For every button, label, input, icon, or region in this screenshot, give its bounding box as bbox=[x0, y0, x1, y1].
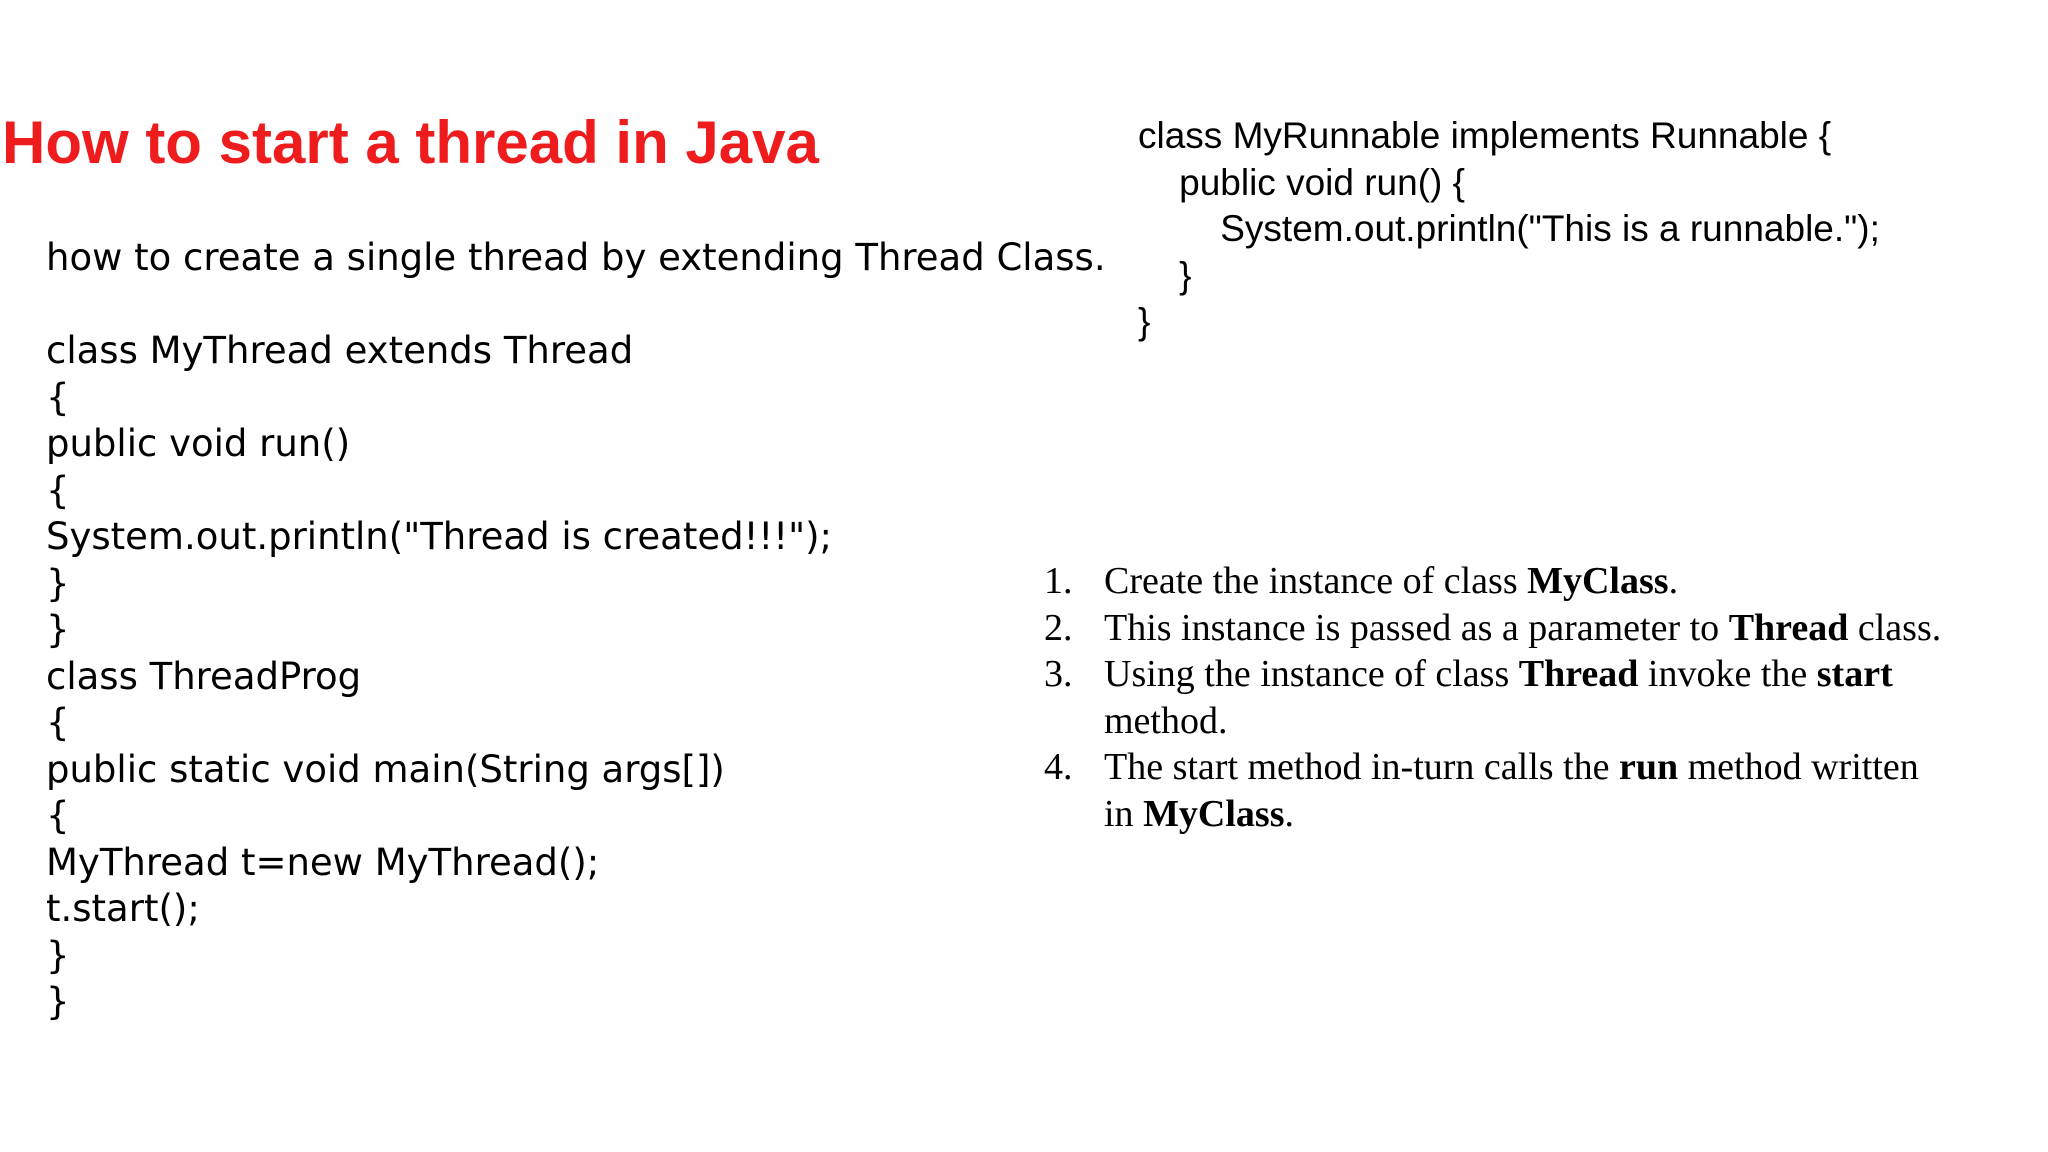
code-line: t.start(); bbox=[46, 887, 200, 930]
step-text-line bbox=[1104, 605, 1941, 652]
step-text-line bbox=[1104, 698, 1941, 745]
step-item bbox=[1044, 744, 1941, 837]
code-line: class MyRunnable implements Runnable { bbox=[1138, 115, 1832, 156]
step-item bbox=[1044, 558, 1941, 605]
code-line: } bbox=[46, 933, 70, 977]
intro-text: how to create a single thread by extending Thread Class. bbox=[46, 236, 1106, 279]
code-line: class MyThread extends Thread bbox=[46, 329, 634, 372]
code-line: public void run() bbox=[46, 422, 351, 465]
step-text-line bbox=[1104, 791, 1941, 838]
step-text: in bbox=[1104, 792, 1144, 835]
blank-line bbox=[46, 282, 1106, 329]
step-keyword: start bbox=[1816, 653, 1893, 695]
step-number: 1. bbox=[1044, 560, 1073, 602]
step-text-line bbox=[1104, 651, 1941, 698]
step-text: This instance is passed as a parameter to bbox=[1104, 606, 1729, 649]
code-line: public static void main(String args[]) bbox=[46, 747, 725, 791]
code-line: { bbox=[46, 375, 70, 419]
step-number: 2. bbox=[1044, 606, 1073, 649]
step-item bbox=[1044, 651, 1941, 744]
code-line: { bbox=[46, 468, 70, 512]
step-keyword: Thread bbox=[1728, 606, 1849, 649]
thread-code-listing bbox=[46, 328, 1106, 1026]
step-text: Create the instance of class bbox=[1104, 560, 1528, 602]
step-text-line bbox=[1104, 744, 1941, 791]
step-number: 3. bbox=[1044, 653, 1073, 695]
code-line: } bbox=[1138, 301, 1151, 342]
step-item bbox=[1044, 605, 1941, 652]
step-keyword: MyClass bbox=[1143, 792, 1285, 835]
slide-title: How to start a thread in Java bbox=[2, 109, 819, 176]
step-text: invoke the bbox=[1638, 653, 1817, 695]
code-line: } bbox=[46, 561, 70, 605]
steps-list bbox=[1044, 558, 1941, 837]
code-line: public void run() { bbox=[1138, 161, 1465, 203]
thread-example-block bbox=[46, 235, 1106, 1026]
step-text: class. bbox=[1848, 606, 1942, 649]
code-line: { bbox=[46, 794, 70, 837]
code-line: System.out.println("This is a runnable."); bbox=[1138, 208, 1880, 249]
step-number: 4. bbox=[1044, 746, 1073, 788]
step-keyword: MyClass bbox=[1527, 560, 1669, 602]
code-line: class ThreadProg bbox=[46, 654, 362, 698]
step-text: method. bbox=[1104, 699, 1228, 742]
step-keyword: Thread bbox=[1518, 653, 1639, 695]
code-line: System.out.println("Thread is created!!!"); bbox=[46, 515, 833, 558]
step-text: Using the instance of class bbox=[1104, 653, 1519, 695]
step-text: . bbox=[1668, 560, 1679, 602]
code-line: MyThread t=new MyThread(); bbox=[46, 840, 600, 884]
step-text-line bbox=[1104, 558, 1941, 605]
code-line: } bbox=[1138, 254, 1192, 296]
step-text: method written bbox=[1678, 746, 1919, 788]
code-line: } bbox=[46, 980, 70, 1023]
code-line: } bbox=[46, 608, 70, 651]
runnable-code-listing bbox=[1138, 113, 1880, 346]
step-keyword: run bbox=[1618, 746, 1679, 788]
step-text: . bbox=[1284, 792, 1295, 835]
step-text: The start method in-turn calls the bbox=[1104, 746, 1619, 788]
code-line: { bbox=[46, 701, 70, 744]
